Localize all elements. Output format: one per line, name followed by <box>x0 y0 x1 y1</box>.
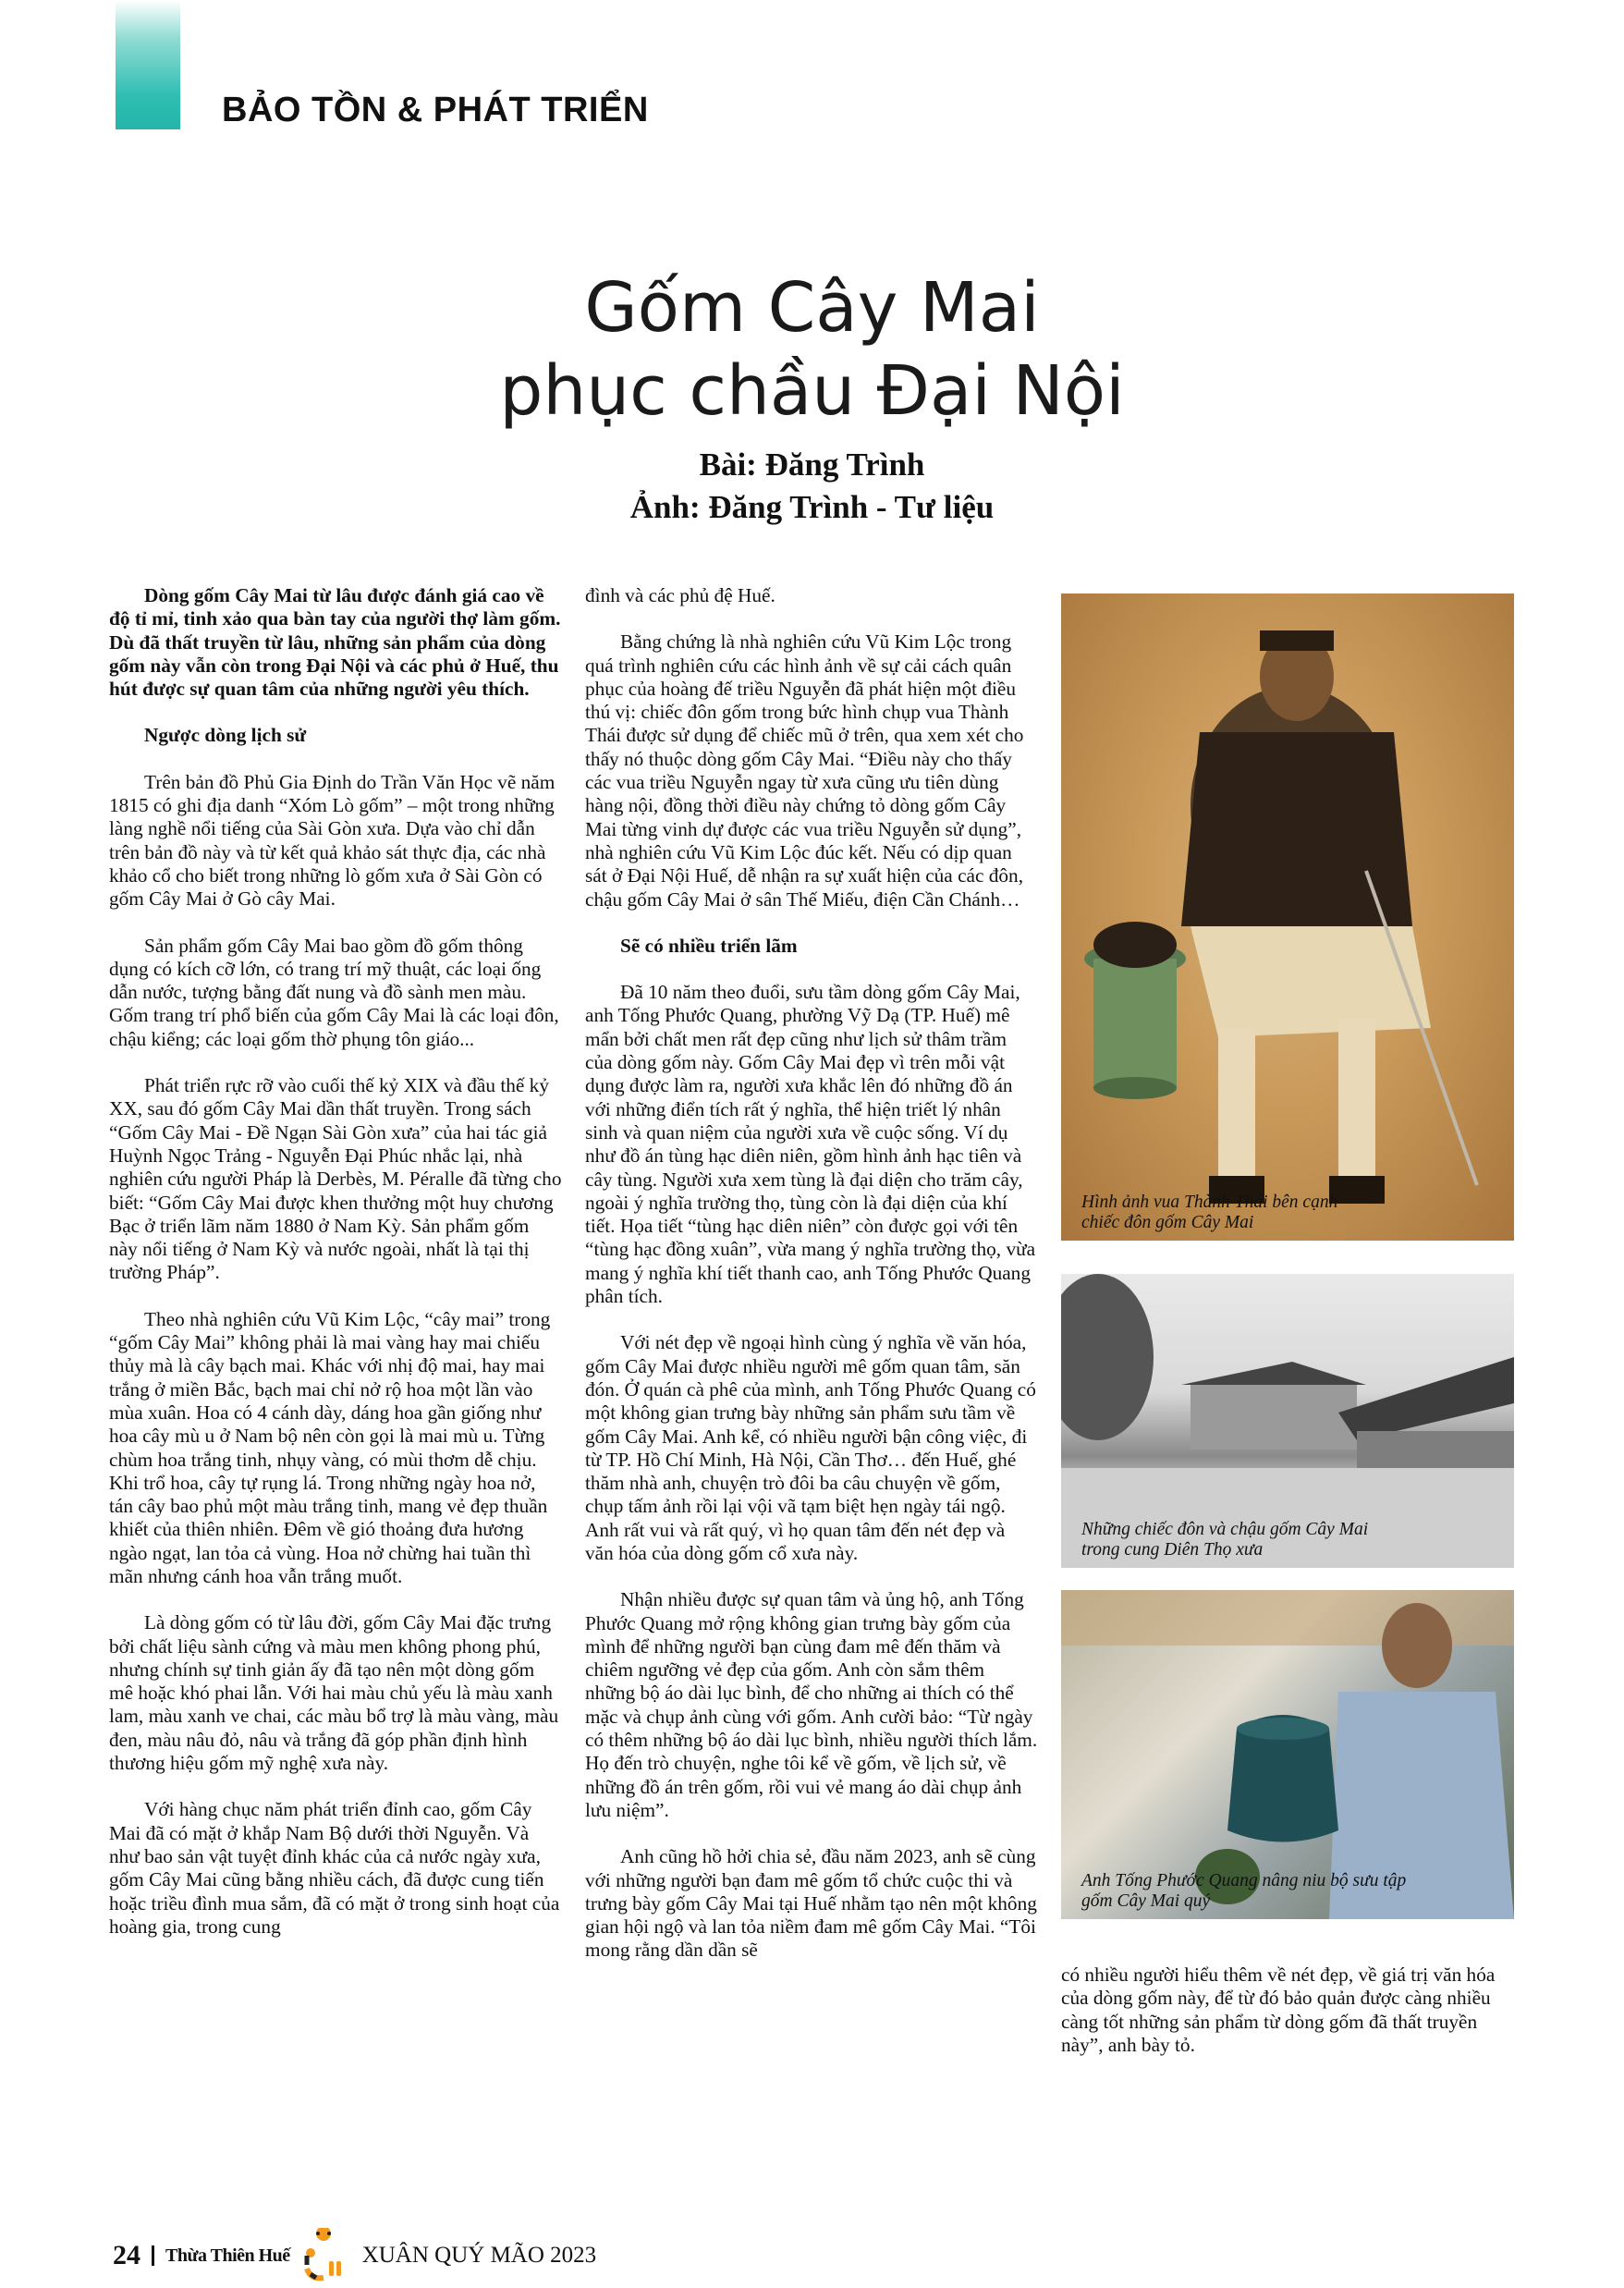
caption-line: chiếc đôn gốm Cây Mai <box>1081 1213 1254 1232</box>
page-footer <box>113 2228 596 2283</box>
caption-line: gốm Cây Mai quý <box>1081 1891 1211 1911</box>
paragraph: Bằng chứng là nhà nghiên cứu Vũ Kim Lộc trong quá trình nghiên cứu các hình ảnh về sự cải cách quân phục của hoàng đế triều Nguyễn đã phát hiện một điều thú vị: chiếc đôn gốm trong bức hình chụp vua Thành Thái được sử dụng để chiếc mũ ở trên, qua xem xét cho thấy nó thuộc dòng gốm Cây Mai. “Điều này cho thấy các vua triều Nguyễn ngay từ xưa cũng ưu tiên dùng hàng nội, đồng thời điều này chứng tỏ dòng gốm Cây Mai từng vinh dự được các vua triều Nguyễn sử dụng”, nhà nghiên cứu Vũ Kim Lộc đúc kết. Nếu có dịp quan sát ở Đại Nội Huế, dễ nhận ra sự xuất hiện của các đôn, chậu gốm Cây Mai ở sân Thế Miếu, điện Cần Chánh… <box>585 630 1024 911</box>
article-title-line-1: Gốm Cây Mai <box>584 268 1040 348</box>
lead-paragraph: Dòng gốm Cây Mai từ lâu được đánh giá cao về độ tỉ mỉ, tinh xảo qua bàn tay của người thợ làm gốm. Dù đã thất truyền từ lâu, những sản phẩm của dòng gốm này vẫn còn trong Đại Nội và các phủ ở Huế, thu hút được sự quan tâm của những người yêu thích. <box>109 584 561 701</box>
byline-author: Bài: Đăng Trình <box>699 447 925 483</box>
photo-king-thanh-thai <box>1061 593 1514 1241</box>
paragraph: Trên bản đồ Phủ Gia Định do Trần Văn Học vẽ năm 1815 có ghi địa danh “Xóm Lò gốm” – một trong những làng nghề nổi tiếng của Sài Gòn xưa. Dựa vào chỉ dẫn trên bản đồ này và từ kết quả khảo sát thực địa, các nhà khảo cổ cho biết trong những lò gốm xưa ở Sài Gòn có gốm Cây Mai ở Gò cây Mai. <box>109 770 556 911</box>
caption-line: Những chiếc đôn và chậu gốm Cây Mai <box>1081 1520 1369 1539</box>
paragraph: Nhận nhiều được sự quan tâm và ủng hộ, anh Tống Phước Quang mở rộng không gian trưng bày gốm của mình để những người bạn cùng đam mê đến thăm và chiêm ngưỡng vẻ đẹp của gốm. Anh còn sắm thêm những bộ áo dài lục bình, để cho những ai thích có thể mặc và chụp ảnh cùng với gốm. Anh cười bảo: “Từ ngày có thêm những bộ áo dài lục bình, nhiều người thích lắm. Họ đến trò chuyện, nghe tôi kể về gốm, về lịch sử, về những đồ án trên gốm, rồi vui vẻ mang áo dài chụp ảnh lưu niệm”. <box>585 1588 1038 1821</box>
paragraph: Anh cũng hồ hởi chia sẻ, đầu năm 2023, anh sẽ cùng với những người bạn đam mê gốm tổ chức cuộc thi và trưng bày gốm Cây Mai tại Huế nhằm tạo nên một không gian hội ngộ và lan tỏa niềm đam mê gốm Cây Mai. “Tôi mong rằng dần dần sẽ <box>585 1845 1037 1962</box>
paragraph: Là dòng gốm có từ lâu đời, gốm Cây Mai đặc trưng bởi chất liệu sành cứng và màu men không phong phú, nhưng chính sự tinh giản ấy đã tạo nên một dòng gốm mê hoặc khó phai lẫn. Với hai màu chủ yếu là màu xanh lam, màu xanh ve chai, các màu bổ trợ là màu vàng, màu đen, màu nâu đỏ, nâu và trắng đã góp phần định hình thương hiệu gốm mỹ nghệ xưa này. <box>109 1611 559 1775</box>
caption-line: Hình ảnh vua Thành Thái bên cạnh <box>1081 1193 1338 1212</box>
column-1 <box>109 584 562 1962</box>
magazine-name: Thừa Thiên Huế <box>165 2245 290 2266</box>
byline-photo: Ảnh: Đăng Trình - Tư liệu <box>629 489 995 525</box>
photo-caption <box>1081 1871 1406 1912</box>
column-3 <box>1061 1964 1514 2080</box>
paragraph: Phát triển rực rỡ vào cuối thế kỷ XIX và đầu thế kỷ XX, sau đó gốm Cây Mai dần thất truyền. Trong sách “Gốm Cây Mai - Đề Ngạn Sài Gòn xưa” của hai tác giả Huỳnh Ngọc Trảng - Nguyễn Đại Phúc nhắc lại, nhà nghiên cứu người Pháp là Derbès, M. Péralle đã từng cho biết: “Gốm Cây Mai được khen thưởng một huy chương Bạc ở triển lãm năm 1880 ở Nam Kỳ. Sản phẩm gốm này nổi tiếng ở Nam Kỳ và nước ngoài, nhất là tại thị trường Pháp”. <box>109 1074 562 1284</box>
paragraph: Với hàng chục năm phát triển đỉnh cao, gốm Cây Mai đã có mặt ở khắp Nam Bộ dưới thời Nguyễn. Và như bao sản vật tuyệt đỉnh khác của cả nước ngày xưa, gốm Cây Mai cũng bằng nhiều cách, đã được cung tiến hoặc triều đình mua sắm, đã có mặt ở trong sinh hoạt của hoàng gia, trong cung <box>109 1798 560 1938</box>
divider <box>152 2245 154 2266</box>
page-number: 24 <box>113 2240 140 2270</box>
subheading: Ngược dòng lịch sử <box>144 724 307 747</box>
paragraph: Theo nhà nghiên cứu Vũ Kim Lộc, “cây mai” trong “gốm Cây Mai” không phải là mai vàng hay mai chiếu thủy mà là cây bạch mai. Khác với nhị độ mai, hay mai trắng ở miền Bắc, bạch mai chỉ nở rộ hoa một lần vào mùa xuân. Hoa có 4 cánh dày, dáng hoa gần giống như hoa cây mù u ở Nam bộ nên còn gọi là mai mù u. Từng chùm hoa trắng tinh, nhụy vàng, có mùi thơm dễ chịu. Khi trổ hoa, cây tự rụng lá. Trong những ngày hoa nở, tán cây bao phủ một màu trắng tinh, mang vẻ đẹp thuần khiết của thiên nhiên. Đêm về gió thoảng đưa hương ngào ngạt, lan tỏa cả vùng. Hoa nở chừng hai tuần thì mãn nhưng cánh hoa vẫn trắng muốt. <box>109 1307 551 1587</box>
photo-collector-with-pottery <box>1061 1590 1514 1919</box>
portrait-illustration <box>1061 593 1514 1241</box>
photo-caption <box>1081 1520 1368 1560</box>
paragraph: có nhiều người hiểu thêm về nét đẹp, về giá trị văn hóa của dòng gốm này, để từ đó bảo quản được càng nhiều càng tốt những sản phẩm từ dòng gốm đã thất truyền này”, anh bày tỏ. <box>1061 1964 1496 2056</box>
section-label: BẢO TỒN & PHÁT TRIỂN <box>222 91 649 129</box>
caption-line: trong cung Diên Thọ xưa <box>1081 1540 1264 1560</box>
paragraph: đình và các phủ đệ Huế. <box>585 584 775 606</box>
photo-caption <box>1081 1193 1337 1233</box>
cat-mascot-icon <box>298 2228 353 2283</box>
issue-label: XUÂN QUÝ MÃO 2023 <box>361 2243 597 2268</box>
caption-line: Anh Tống Phước Quang nâng niu bộ sưu tập <box>1081 1871 1407 1890</box>
column-2 <box>585 584 1038 1986</box>
section-accent-bar <box>116 0 180 129</box>
paragraph: Đã 10 năm theo đuổi, sưu tầm dòng gốm Cây Mai, anh Tống Phước Quang, phường Vỹ Dạ (TP. Huế) mê mẩn bởi chất men rất đẹp cũng như lịch sử thâm trầm của dòng gốm này. Gốm Cây Mai đẹp vì trên mỗi vật dụng được làm ra, người xưa khắc lên đó những đồ án với những điển tích rất ý nghĩa, thể hiện triết lý nhân sinh và quan niệm của người xưa về cuộc sống. Ví dụ như đồ án tùng hạc diên niên, gồm hình ảnh hạc tiên và cây tùng. Người xưa xem tùng là đại diện cho trăm cây, ngoài ý nghĩa trường thọ, tùng còn là đại diện của khí tiết. Họa tiết “tùng hạc diên niên” còn được gọi với tên “tùng hạc đồng xuân”, vừa mang ý nghĩa trường thọ, vừa mang ý nghĩa khí tiết thanh cao, anh Tống Phước Quang phân tích. <box>585 981 1036 1308</box>
subheading: Sẽ có nhiều triển lãm <box>620 934 798 957</box>
photo-dien-tho-palace <box>1061 1274 1514 1568</box>
article-title-line-2: phục chầu Đại Nội <box>499 351 1125 431</box>
collector-illustration <box>1061 1590 1514 1919</box>
paragraph: Sản phẩm gốm Cây Mai bao gồm đồ gốm thông dụng có kích cỡ lớn, có trang trí mỹ thuật, các loại ống dẫn nước, tượng bằng đất nung và đồ sành men màu. Gốm trang trí phổ biến của gốm Cây Mai là các loại đôn, chậu kiểng; các loại gốm thờ phụng tôn giáo... <box>109 934 559 1050</box>
paragraph: Với nét đẹp về ngoại hình cùng ý nghĩa về văn hóa, gốm Cây Mai được nhiều người mê gốm quan tâm, săn đón. Ở quán cà phê của mình, anh Tống Phước Quang có một không gian trưng bày những sản phẩm sưu tầm về gốm Cây Mai. Anh kể, có nhiều người bận công việc, đi từ TP. Hồ Chí Minh, Hà Nội, Cần Thơ… đến Huế, ghé thăm nhà anh, chuyện trò đôi ba câu chuyện về gốm, chụp tấm ảnh rồi lại vội vã tạm biệt hẹn ngày tái ngộ. Anh rất vui và rất quý, vì họ quan tâm đến nét đẹp và văn hóa của dòng gốm cổ xưa này. <box>585 1331 1036 1564</box>
